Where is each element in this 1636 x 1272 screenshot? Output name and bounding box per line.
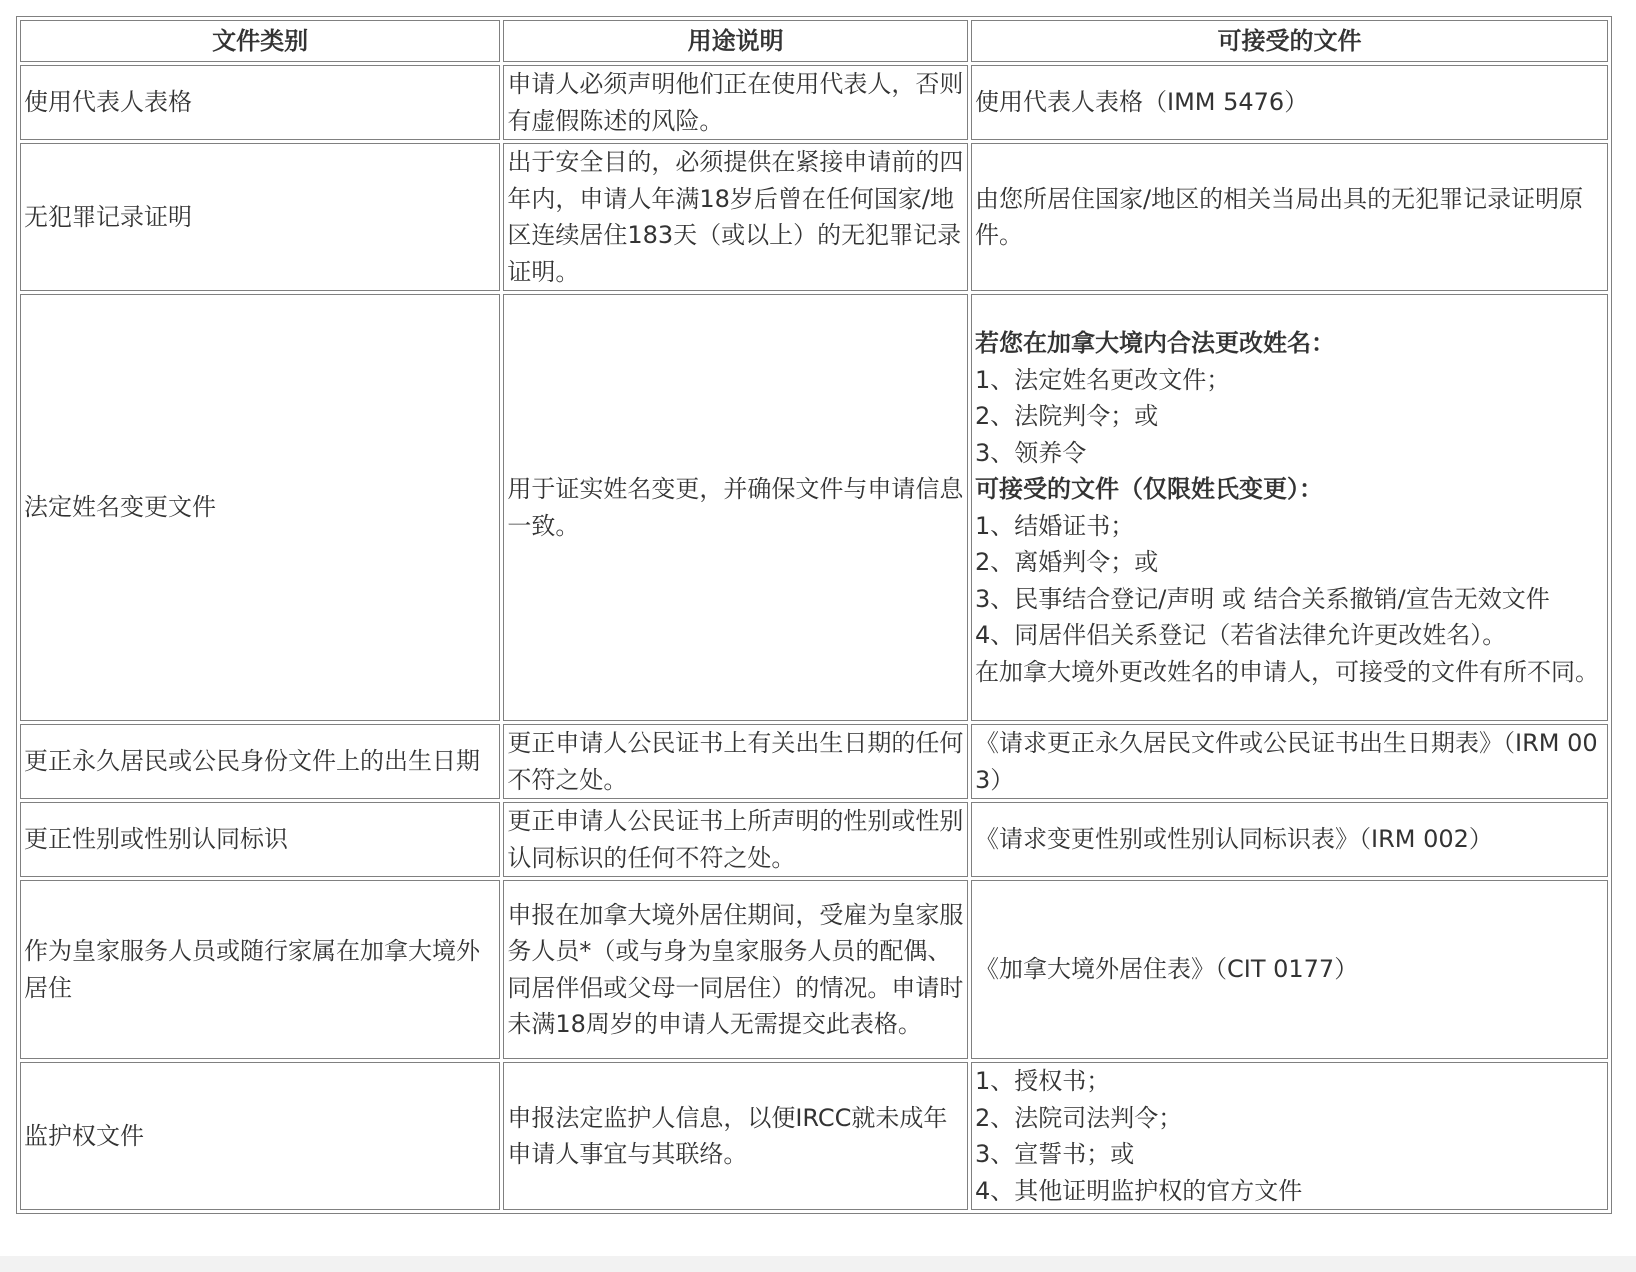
document-list-item: 2、法院判令；或 bbox=[975, 402, 1159, 430]
cell-category: 法定姓名变更文件 bbox=[20, 294, 500, 721]
cell-purpose: 申报法定监护人信息，以便IRCC就未成年申请人事宜与其联络。 bbox=[503, 1062, 968, 1210]
document-section-heading: 可接受的文件（仅限姓氏变更）： bbox=[975, 475, 1323, 503]
cell-purpose: 申请人必须声明他们正在使用代表人，否则有虚假陈述的风险。 bbox=[503, 65, 968, 140]
table-row bbox=[20, 724, 1608, 799]
document-list-item: 1、授权书； bbox=[975, 1067, 1111, 1095]
document-list-item: 《请求更正永久居民文件或公民证书出生日期表》（IRM 003） bbox=[975, 729, 1598, 794]
cell-category: 无犯罪记录证明 bbox=[20, 143, 500, 291]
document-list-item: 由您所居住国家/地区的相关当局出具的无犯罪记录证明原件。 bbox=[975, 184, 1584, 249]
cell-category: 更正性别或性别认同标识 bbox=[20, 802, 500, 877]
header-documents: 可接受的文件 bbox=[971, 20, 1608, 62]
cell-category: 使用代表人表格 bbox=[20, 65, 500, 140]
cell-documents bbox=[971, 724, 1608, 799]
document-list-item: 2、法院司法判令； bbox=[975, 1103, 1183, 1132]
document-list-item: 2、离婚判令；或 bbox=[975, 548, 1159, 576]
document-list-item: 1、结婚证书； bbox=[975, 511, 1135, 540]
document-list-item: 4、其他证明监护权的官方文件 bbox=[975, 1176, 1303, 1205]
page-bottom-strip bbox=[0, 1256, 1636, 1272]
document-list-item: 3、宣誓书；或 bbox=[975, 1140, 1135, 1168]
cell-documents bbox=[971, 294, 1608, 721]
cell-category: 监护权文件 bbox=[20, 1062, 500, 1210]
table-row bbox=[20, 65, 1608, 140]
document-list-item: 3、民事结合登记/声明 或 结合关系撤销/宣告无效文件 bbox=[975, 584, 1550, 613]
document-list-item: 《请求变更性别或性别认同标识表》（IRM 002） bbox=[975, 825, 1493, 854]
table-header-row bbox=[20, 20, 1608, 62]
header-category: 文件类别 bbox=[20, 20, 500, 62]
table-row bbox=[20, 1062, 1608, 1210]
cell-purpose: 申报在加拿大境外居住期间，受雇为皇家服务人员*（或与身为皇家服务人员的配偶、同居伴侣或父母一同居住）的情况。申请时未满18周岁的申请人无需提交此表格。 bbox=[503, 880, 968, 1059]
table-row bbox=[20, 880, 1608, 1059]
cell-documents bbox=[971, 65, 1608, 140]
cell-category: 作为皇家服务人员或随行家属在加拿大境外居住 bbox=[20, 880, 500, 1059]
cell-documents bbox=[971, 880, 1608, 1059]
cell-purpose: 用于证实姓名变更，并确保文件与申请信息一致。 bbox=[503, 294, 968, 721]
table-body bbox=[20, 65, 1608, 1210]
document-list-item: 4、同居伴侣关系登记（若省法律允许更改姓名）。 bbox=[975, 621, 1507, 649]
document-list-item: 《加拿大境外居住表》（CIT 0177） bbox=[975, 955, 1359, 984]
table-row bbox=[20, 294, 1608, 721]
document-list-item: 1、法定姓名更改文件； bbox=[975, 365, 1231, 394]
cell-documents bbox=[971, 143, 1608, 291]
document-list-item: 3、领养令 bbox=[975, 438, 1087, 467]
table-row bbox=[20, 802, 1608, 877]
document-list-item: 在加拿大境外更改姓名的申请人，可接受的文件有所不同。 bbox=[975, 657, 1599, 686]
documents-table bbox=[16, 16, 1612, 1214]
table-row bbox=[20, 143, 1608, 291]
cell-documents bbox=[971, 802, 1608, 877]
cell-purpose: 更正申请人公民证书上有关出生日期的任何不符之处。 bbox=[503, 724, 968, 799]
cell-category: 更正永久居民或公民身份文件上的出生日期 bbox=[20, 724, 500, 799]
cell-purpose: 更正申请人公民证书上所声明的性别或性别认同标识的任何不符之处。 bbox=[503, 802, 968, 877]
document-section-heading: 若您在加拿大境内合法更改姓名： bbox=[975, 329, 1335, 357]
document-list-item: 使用代表人表格（IMM 5476） bbox=[975, 88, 1309, 117]
cell-documents bbox=[971, 1062, 1608, 1210]
header-purpose: 用途说明 bbox=[503, 20, 968, 62]
cell-purpose: 出于安全目的，必须提供在紧接申请前的四年内，申请人年满18岁后曾在任何国家/地区连续居住183天（或以上）的无犯罪记录证明。 bbox=[503, 143, 968, 291]
